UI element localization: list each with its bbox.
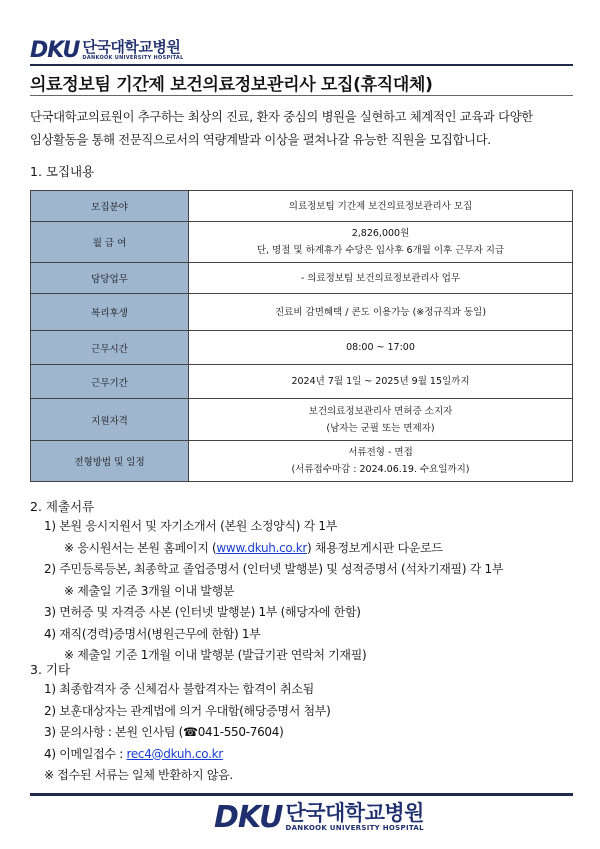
section-heading-documents: 2. 제출서류	[30, 499, 95, 514]
bottom-divider	[30, 793, 573, 796]
row-value: 의료정보팀 기간제 보건의료정보관리사 모집	[189, 191, 573, 222]
list-item: 2) 보훈대상자는 관계법에 의거 우대함(해당증명서 첨부)	[44, 703, 331, 718]
intro-line: 단국대학교의료원이 추구하는 최상의 진료, 환자 중심의 병원을 실현하고 체계적인 교육과 다양한	[30, 110, 533, 124]
row-label: 근무기간	[31, 365, 189, 399]
row-value: 진료비 감면혜택 / 콘도 이용가능 (※정규직과 동일)	[189, 294, 573, 331]
misc-list	[30, 679, 330, 787]
table-row	[31, 294, 573, 331]
row-value: 2,826,000원 단, 명절 및 하계휴가 수당은 입사후 6개월 이후 근무자 지급	[189, 222, 573, 263]
page-title: 의료정보팀 기간제 보건의료정보관리사 모집(휴직대체)	[30, 75, 433, 95]
documents-list	[30, 516, 503, 667]
logo-korean-name: 단국대학교병원	[285, 801, 424, 825]
row-label: 근무시간	[31, 331, 189, 365]
row-value: - 의료정보팀 보건의료정보관리사 업무	[189, 263, 573, 294]
list-note: ※ 제출일 기준 3개월 이내 발행분	[64, 583, 235, 598]
list-item: 4) 재직(경력)증명서(병원근무에 한함) 1부	[44, 626, 261, 641]
list-item: 1) 본원 응시지원서 및 자기소개서 (본원 소정양식) 각 1부	[44, 519, 338, 533]
logo-korean-name: 단국대학교병원	[82, 37, 181, 56]
list-item: 1) 최종합격자 중 신체검사 불합격자는 합격이 취소됨	[44, 682, 314, 696]
list-item: 3) 문의사항 : 본원 인사팀 (☎041-550-7604)	[44, 725, 284, 739]
list-item: 4) 이메일접수 : rec4@dkuh.co.kr	[44, 746, 223, 761]
list-item: 2) 주민등록등본, 최종학교 졸업증명서 (인터넷 발행분) 및 성적증명서 (석차기재필) 각 1부	[44, 562, 504, 576]
list-note: ※ 접수된 서류는 일체 반환하지 않음.	[44, 768, 233, 782]
section-heading-recruitment: 1. 모집내용	[30, 164, 95, 179]
logo-mark: DKU	[30, 38, 80, 63]
row-value: 2024년 7월 1일 ~ 2025년 9월 15일까지	[189, 365, 573, 399]
list-note: ※ 응시원서는 본원 홈페이지 (www.dkuh.co.kr) 채용정보게시판 다운로드	[64, 540, 443, 555]
section-heading-misc: 3. 기타	[30, 662, 71, 677]
logo-mark: DKU	[214, 800, 283, 835]
row-value: 보건의료정보관리사 면허증 소지자 (남자는 군필 또는 면제자)	[189, 399, 573, 441]
intro-paragraph	[30, 106, 576, 152]
row-value: 서류전형 - 면접 (서류접수마감 : 2024.06.19. 수요일까지)	[189, 441, 573, 482]
table-row	[31, 222, 573, 263]
row-label: 전형방법 및 일정	[31, 441, 189, 482]
row-label: 지원자격	[31, 399, 189, 441]
table-row	[31, 263, 573, 294]
recruitment-table	[30, 190, 573, 482]
table-row	[31, 441, 573, 482]
table-row	[31, 399, 573, 441]
hospital-logo-top	[30, 38, 184, 63]
top-divider	[30, 64, 573, 66]
logo-english-name: DANKOOK UNIVERSITY HOSPITAL	[82, 54, 184, 61]
list-note: ※ 제출일 기준 1개월 이내 발행분 (발급기관 연락처 기재필)	[64, 648, 367, 662]
row-label: 담당업무	[31, 263, 189, 294]
logo-english-name: DANKOOK UNIVERSITY HOSPITAL	[285, 824, 424, 832]
row-label: 모집분야	[31, 191, 189, 222]
title-divider	[30, 95, 573, 96]
table-row	[31, 191, 573, 222]
row-label: 월 급 여	[31, 222, 189, 263]
row-value: 08:00 ~ 17:00	[189, 331, 573, 365]
row-label: 복리후생	[31, 294, 189, 331]
list-item: 3) 면허증 및 자격증 사본 (인터넷 발행분) 1부 (해당자에 한함)	[44, 605, 361, 619]
table-row	[31, 331, 573, 365]
hospital-logo-bottom	[214, 800, 424, 835]
intro-line: 임상활동을 통해 전문직으로서의 역량계발과 이상을 펼쳐나갈 유능한 직원을 모집합니다.	[30, 133, 491, 147]
homepage-link[interactable]: www.dkuh.co.kr	[216, 540, 308, 555]
table-row	[31, 365, 573, 399]
email-link[interactable]: rec4@dkuh.co.kr	[126, 746, 223, 761]
